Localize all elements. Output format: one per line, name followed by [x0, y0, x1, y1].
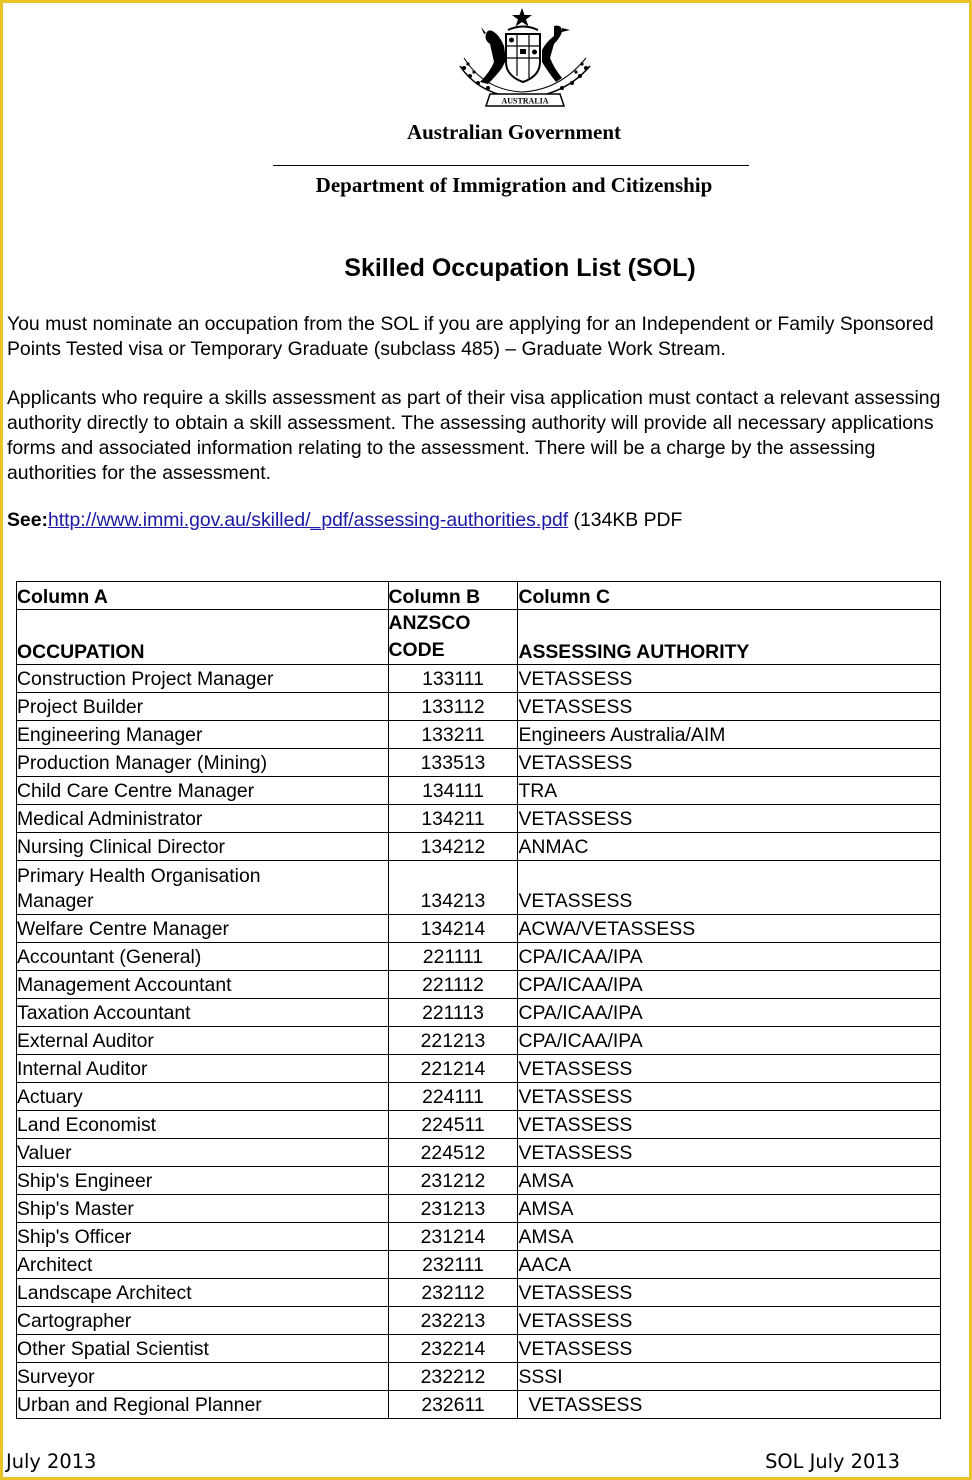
occupation-cell: Cartographer: [17, 1307, 389, 1335]
code-cell: 221214: [388, 1055, 518, 1083]
footer-date: July 2013: [6, 1450, 97, 1473]
occupation-cell: Taxation Accountant: [17, 999, 389, 1027]
government-name: Australian Government: [406, 120, 622, 144]
table-row: [17, 721, 941, 749]
table-row: [17, 1391, 941, 1419]
code-cell: 224111: [388, 1083, 518, 1111]
occupation-cell: [17, 861, 389, 915]
occupation-cell: Other Spatial Scientist: [17, 1335, 389, 1363]
table-row: [17, 1167, 941, 1195]
occupation-cell: Child Care Centre Manager: [17, 777, 389, 805]
code-cell: 232111: [388, 1251, 518, 1279]
table-header: [17, 610, 941, 665]
occupation-cell: Actuary: [17, 1083, 389, 1111]
authority-cell: CPA/ICAA/IPA: [518, 971, 941, 999]
code-cell: 231212: [388, 1167, 518, 1195]
code-cell: 221213: [388, 1027, 518, 1055]
code-cell: 133513: [388, 749, 518, 777]
authority-cell: AMSA: [518, 1223, 941, 1251]
authority-cell: SSSI: [518, 1363, 941, 1391]
table-row: [17, 693, 941, 721]
code-cell: 134213: [388, 861, 518, 915]
table-row: [17, 861, 941, 915]
table-row: [17, 1055, 941, 1083]
authority-cell: VETASSESS: [518, 1083, 941, 1111]
anzsco-header-line2: CODE: [388, 639, 445, 661]
occupation-cell: Accountant (General): [17, 943, 389, 971]
column-a-label: Column A: [17, 582, 389, 610]
authority-cell: VETASSESS: [518, 1111, 941, 1139]
authority-cell: Engineers Australia/AIM: [518, 721, 941, 749]
table-row: [17, 915, 941, 943]
occupation-cell: Valuer: [17, 1139, 389, 1167]
see-suffix: (134KB PDF: [568, 509, 683, 531]
occupation-cell: Surveyor: [17, 1363, 389, 1391]
code-cell: 221113: [388, 999, 518, 1027]
authority-cell: CPA/ICAA/IPA: [518, 1027, 941, 1055]
table-row: [17, 1083, 941, 1111]
occupation-cell: Project Builder: [17, 693, 389, 721]
code-cell: 221111: [388, 943, 518, 971]
table-row: [17, 1111, 941, 1139]
column-b-label: Column B: [388, 582, 518, 610]
crest-scroll-text: AUSTRALIA: [501, 96, 549, 106]
occupation-cell: Urban and Regional Planner: [17, 1391, 389, 1419]
table-row: [17, 1363, 941, 1391]
see-reference: [7, 509, 682, 532]
authority-cell: ACWA/VETASSESS: [518, 915, 941, 943]
table-column-labels: [17, 582, 941, 610]
authority-cell: AMSA: [518, 1195, 941, 1223]
table-row: [17, 665, 941, 693]
authority-cell: VETASSESS: [518, 1055, 941, 1083]
occupation-cell: Internal Auditor: [17, 1055, 389, 1083]
authority-cell: VETASSESS: [518, 1391, 941, 1419]
intro-paragraph: You must nominate an occupation from the SOL if you are applying for an Independent or Family Sponsored Points Tested visa or Temporary Graduate (subclass 485) – Graduate Work Stream.: [7, 313, 934, 360]
table-row: [17, 943, 941, 971]
code-cell: 134211: [388, 805, 518, 833]
occupation-cell: Production Manager (Mining): [17, 749, 389, 777]
occupation-cell: Landscape Architect: [17, 1279, 389, 1307]
table-row: [17, 833, 941, 861]
table-row: [17, 749, 941, 777]
authority-cell: TRA: [518, 777, 941, 805]
occupation-cell: Nursing Clinical Director: [17, 833, 389, 861]
code-cell: 134214: [388, 915, 518, 943]
occupation-cell: Architect: [17, 1251, 389, 1279]
authority-cell: AACA: [518, 1251, 941, 1279]
column-c-label: Column C: [518, 582, 941, 610]
code-cell: 232112: [388, 1279, 518, 1307]
table-row: [17, 1251, 941, 1279]
table-row: [17, 999, 941, 1027]
authority-cell: VETASSESS: [518, 1279, 941, 1307]
occupation-cell: Ship's Officer: [17, 1223, 389, 1251]
code-cell: 232214: [388, 1335, 518, 1363]
authority-cell: VETASSESS: [518, 1307, 941, 1335]
header-divider: [273, 165, 749, 166]
table-row: [17, 1279, 941, 1307]
authority-cell: CPA/ICAA/IPA: [518, 943, 941, 971]
department-name: Department of Immigration and Citizenship: [315, 173, 713, 197]
anzsco-header-line1: ANZSCO: [388, 612, 471, 634]
assessing-authorities-link[interactable]: http://www.immi.gov.au/skilled/_pdf/assessing-authorities.pdf: [47, 509, 569, 531]
code-cell: 231213: [388, 1195, 518, 1223]
occupation-cell: Management Accountant: [17, 971, 389, 999]
table-row: [17, 1027, 941, 1055]
footer-doc-label: SOL July 2013: [765, 1450, 900, 1473]
coat-of-arms-icon: [450, 6, 600, 112]
code-cell: 232213: [388, 1307, 518, 1335]
see-label: See:: [7, 509, 48, 531]
occupation-cell: External Auditor: [17, 1027, 389, 1055]
occupation-cell: Engineering Manager: [17, 721, 389, 749]
occupation-cell: Ship's Engineer: [17, 1167, 389, 1195]
authority-cell: CPA/ICAA/IPA: [518, 999, 941, 1027]
code-cell: 231214: [388, 1223, 518, 1251]
authority-cell: VETASSESS: [518, 693, 941, 721]
assessing-authority-header: ASSESSING AUTHORITY: [518, 610, 941, 665]
code-cell: 133211: [388, 721, 518, 749]
table-row: [17, 971, 941, 999]
authority-cell: VETASSESS: [518, 749, 941, 777]
code-cell: 221112: [388, 971, 518, 999]
code-cell: 224511: [388, 1111, 518, 1139]
authority-cell: VETASSESS: [518, 665, 941, 693]
code-cell: 134212: [388, 833, 518, 861]
table-row: [17, 1335, 941, 1363]
table-row: [17, 777, 941, 805]
authority-cell: VETASSESS: [518, 805, 941, 833]
table-row: [17, 1307, 941, 1335]
occupation-cell: Medical Administrator: [17, 805, 389, 833]
code-cell: 133112: [388, 693, 518, 721]
occupation-line2: Manager: [17, 890, 94, 912]
code-cell: 232611: [388, 1391, 518, 1419]
code-cell: 224512: [388, 1139, 518, 1167]
code-cell: 134111: [388, 777, 518, 805]
authority-cell: ANMAC: [518, 833, 941, 861]
table-row: [17, 1223, 941, 1251]
table-row: [17, 805, 941, 833]
occupation-cell: Land Economist: [17, 1111, 389, 1139]
authority-cell: VETASSESS: [518, 1335, 941, 1363]
page-title: Skilled Occupation List (SOL): [344, 254, 696, 282]
table-row: [17, 1195, 941, 1223]
authority-cell: VETASSESS: [518, 1139, 941, 1167]
occupation-cell: Welfare Centre Manager: [17, 915, 389, 943]
occupation-table: [16, 581, 941, 1419]
occupation-line1: Primary Health Organisation: [17, 865, 261, 887]
authority-cell: VETASSESS: [518, 861, 941, 915]
table-row: [17, 1139, 941, 1167]
authority-cell: AMSA: [518, 1167, 941, 1195]
anzsco-code-header: [388, 610, 518, 665]
assessment-paragraph: Applicants who require a skills assessment as part of their visa application must contact a relevant assessing authority directly to obtain a skill assessment. The assessing authority will provide all necessary applications forms and associated information relating to the assessment. There will be a charge by the assessing authorities for the assessment.: [7, 387, 941, 484]
code-cell: 133111: [388, 665, 518, 693]
occupation-cell: Construction Project Manager: [17, 665, 389, 693]
occupation-cell: Ship's Master: [17, 1195, 389, 1223]
code-cell: 232212: [388, 1363, 518, 1391]
occupation-header: OCCUPATION: [17, 610, 389, 665]
